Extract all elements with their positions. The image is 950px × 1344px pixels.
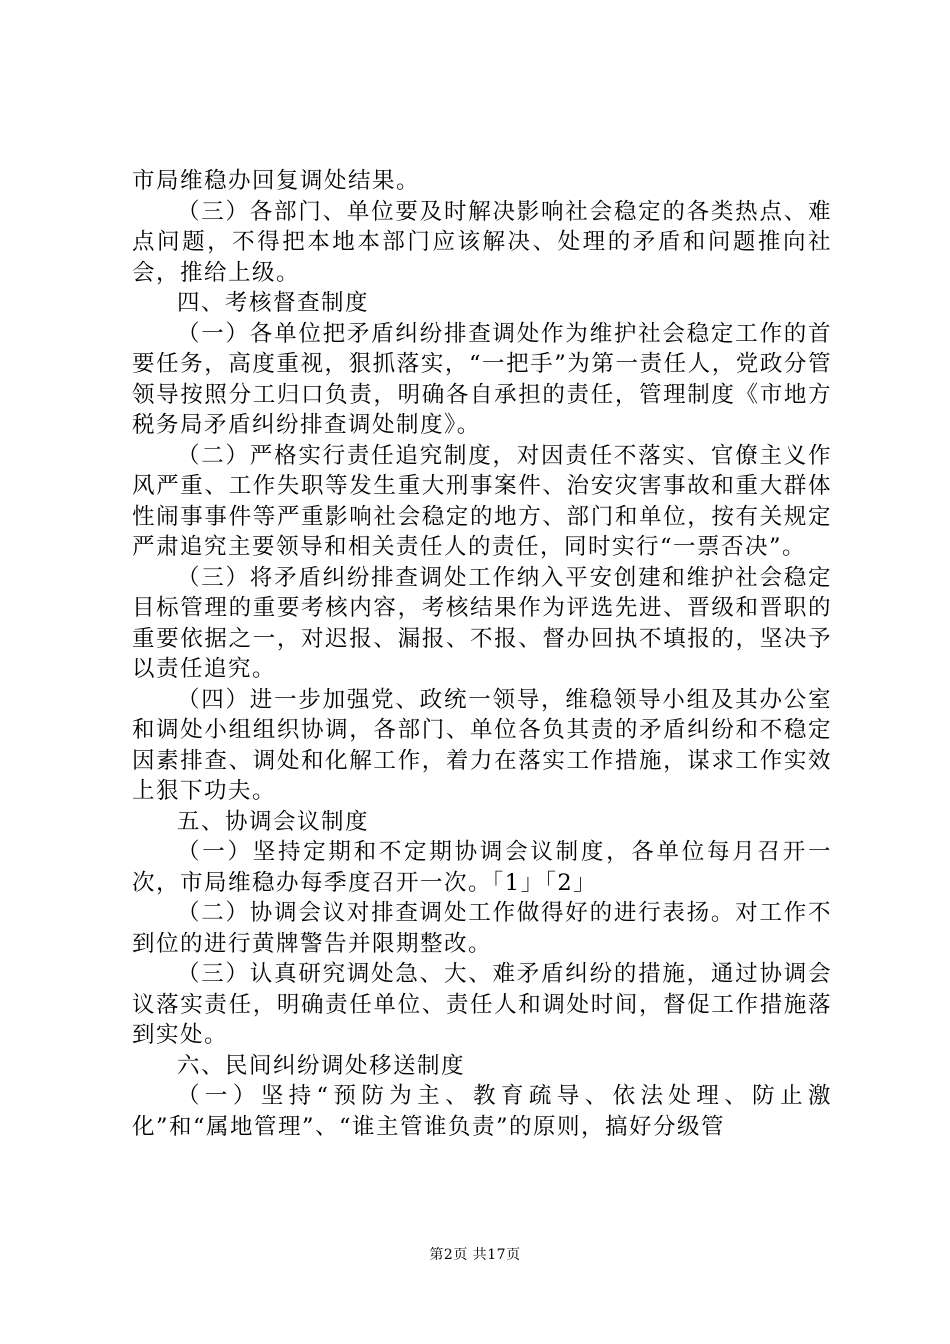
- page-number-footer: 第2页 共17页: [429, 1247, 521, 1263]
- paragraph-item: （一）坚持定期和不定期协调会议制度，各单位每月召开一次，市局维稳办每季度召开一次。「1」「2」: [132, 839, 832, 896]
- paragraph-item: （二）严格实行责任追究制度，对因责任不落实、官僚主义作风严重、工作失职等发生重大刑事案件、治安灾害事故和重大群体性闹事事件等严重影响社会稳定的地方、部门和单位，按有关规定严肃追究主要领导和相关责任人的责任，同时实行“一票否决”。: [132, 442, 832, 560]
- paragraph-item: （三）各部门、单位要及时解决影响社会稳定的各类热点、难点问题，不得把本地本部门应该解决、处理的矛盾和问题推向社会，推给上级。: [132, 198, 832, 286]
- paragraph-item: （四）进一步加强党、政统一领导，维稳领导小组及其办公室和调处小组组织协调，各部门、单位各负其责的矛盾纠纷和不稳定因素排查、调处和化解工作，着力在落实工作措施，谋求工作实效上狠下功夫。: [132, 686, 832, 804]
- paragraph-item: （一）各单位把矛盾纠纷排查调处作为维护社会稳定工作的首要任务，高度重视，狠抓落实，“一把手”为第一责任人，党政分管领导按照分工归口负责，明确各自承担的责任，管理制度《市地方税务局矛盾纠纷排查调处制度》。: [132, 320, 832, 438]
- section-heading: 五、协调会议制度: [177, 808, 370, 835]
- paragraph-continuation: 市局维稳办回复调处结果。: [132, 168, 421, 194]
- section-heading: 六、民间纠纷调处移送制度: [177, 1052, 466, 1079]
- paragraph-item: （一）坚持“预防为主、教育疏导、依法处理、防止激化”和“属地管理”、“谁主管谁负责”的原则，搞好分级管: [132, 1083, 832, 1140]
- paragraph-item: （三）认真研究调处急、大、难矛盾纠纷的措施，通过协调会议落实责任，明确责任单位、责任人和调处时间，督促工作措施落到实处。: [132, 961, 832, 1048]
- document-body: [132, 166, 832, 1142]
- paragraph-item: （二）协调会议对排查调处工作做得好的进行表扬。对工作不到位的进行黄牌警告并限期整改。: [132, 900, 832, 957]
- paragraph-item: （三）将矛盾纠纷排查调处工作纳入平安创建和维护社会稳定目标管理的重要考核内容，考核结果作为评选先进、晋级和晋职的重要依据之一，对迟报、漏报、不报、督办回执不填报的，坚决予以责任追究。: [132, 564, 832, 682]
- section-heading: 四、考核督查制度: [177, 290, 370, 316]
